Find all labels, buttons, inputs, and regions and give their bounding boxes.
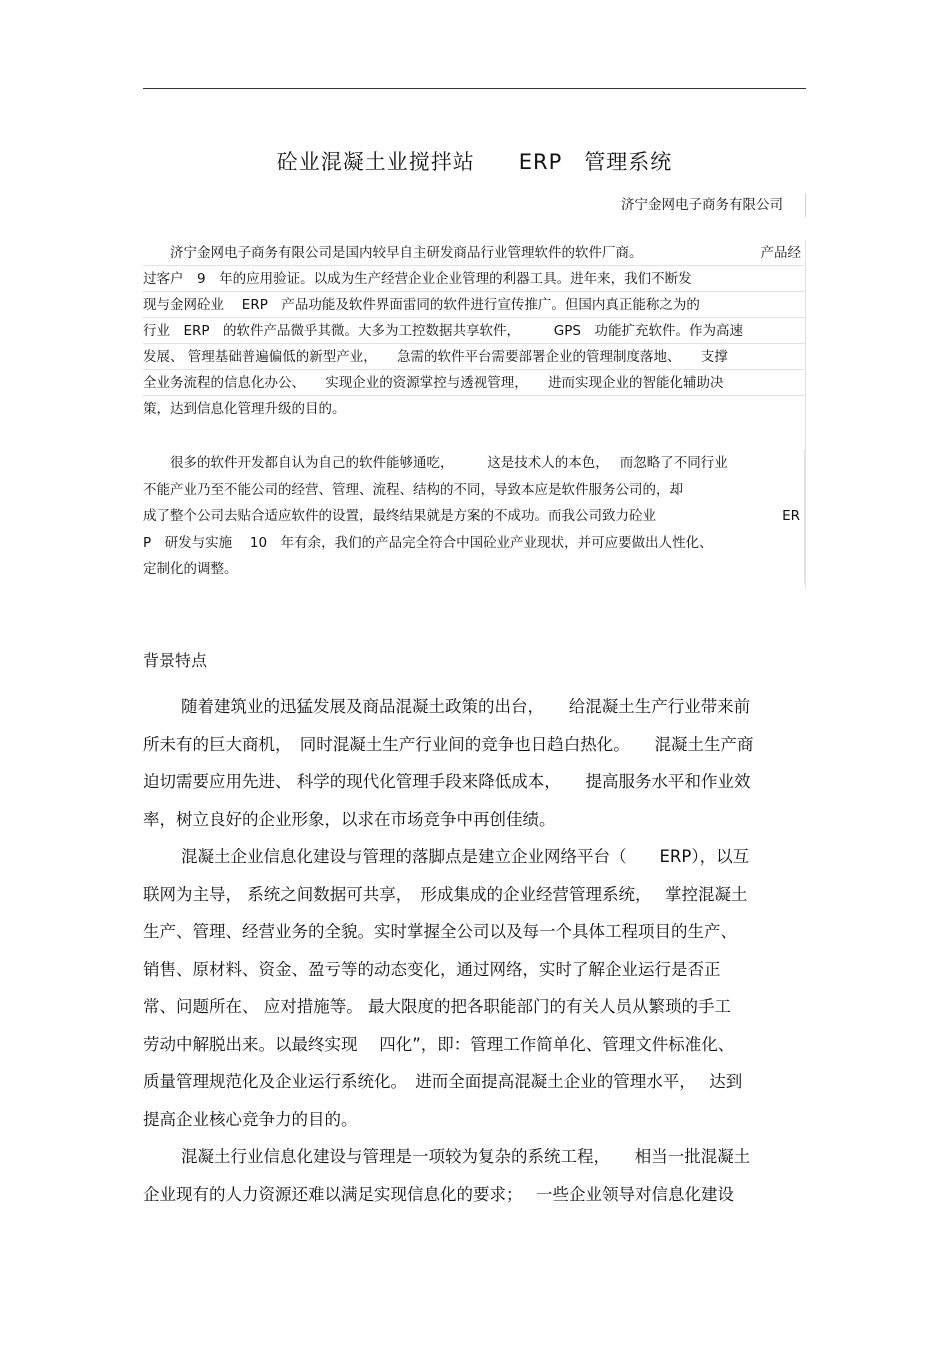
intro-line: 定制化的调整。: [143, 556, 805, 583]
body-line: 常、问题所在、 应对措施等。 最大限度的把各职能部门的有关人员从繁琐的手工: [143, 997, 731, 1016]
body-line: 提高企业核心竞争力的目的。: [143, 1109, 358, 1129]
body-line: 生产、管理、经营业务的全貌。实时掌握全公司以及每一个具体工程项目的生产、: [143, 922, 737, 941]
intro-line: 全业务流程的信息化办公、 实现企业的资源掌控与透视管理， 进而实现企业的智能化辅助决: [143, 370, 806, 396]
intro-line: 发展、 管理基础普遍偏低的新型产业， 急需的软件平台需要部署企业的管理制度落地、 支撑: [143, 344, 806, 370]
intro-line: [143, 240, 806, 266]
body-line: 率，树立良好的企业形象，以求在市场竞争中再创佳绩。: [143, 809, 556, 829]
section-body: [143, 692, 806, 1217]
intro-line: 现与金网砼业 ERP 产品功能及软件界面雷同的软件进行宣传推广。但国内真正能称之为的: [143, 292, 806, 318]
intro-line-text: 济宁金网电子商务有限公司是国内较早自主研发商品行业管理软件的软件厂商。: [143, 245, 643, 261]
intro-paragraph-2: [143, 450, 806, 583]
body-line: 销售、原材料、资金、盈亏等的动态变化，通过网络，实时了解企业运行是否正: [143, 959, 721, 979]
intro-frame-end: [143, 583, 806, 589]
body-line: 迫切需要应用先进、 科学的现代化管理手段来降低成本， 提高服务水平和作业效: [143, 772, 751, 791]
intro-line: [143, 503, 805, 530]
body-line: 所未有的巨大商机， 同时混凝土生产行业间的竞争也日趋白热化。 混凝土生产商: [143, 734, 754, 754]
body-line: 混凝土行业信息化建设与管理是一项较为复杂的系统工程， 相当一批混凝土: [181, 1147, 751, 1166]
body-line: 混凝土企业信息化建设与管理的落脚点是建立企业网络平台（ ERP），以互: [181, 847, 750, 866]
section-heading: 背景特点: [143, 651, 208, 670]
body-line: 质量管理规范化及企业运行系统化。 进而全面提高混凝土企业的管理水平， 达到: [143, 1072, 743, 1091]
intro-line-right-fragment: ER: [782, 508, 800, 524]
intro-line: 行业 ERP 的软件产品微乎其微。大多为工控数据共享软件， GPS 功能扩充软件。作为高速: [143, 318, 806, 344]
intro-line: P 研发与实施 10 年有余，我们的产品完全符合中国砼业产业现状，并可应要做出人性化、: [143, 530, 805, 557]
intro-block: [143, 240, 806, 589]
header-rule: [143, 88, 806, 89]
intro-line: 策，达到信息化管理升级的目的。: [143, 396, 806, 422]
document-title: 砼业混凝土业搅拌站 ERP 管理系统: [276, 150, 673, 174]
paragraph-gap: [143, 422, 806, 450]
intro-line: 不能产业乃至不能公司的经营、管理、流程、结构的不同，导致本应是软件服务公司的，却: [143, 477, 805, 504]
intro-line-right-fragment: 产品经: [760, 245, 801, 261]
company-name: 济宁金网电子商务有限公司: [143, 193, 806, 217]
body-line: 劳动中解脱出来。以最终实现 四化”，即：管理工作简单化、管理文件标准化、: [143, 1034, 735, 1054]
intro-line: 过客户 9 年的应用验证。以成为生产经营企业企业管理的利器工具。进年来，我们不断发: [143, 266, 806, 292]
body-line: 联网为主导， 系统之间数据可共享， 形成集成的企业经营管理系统， 掌控混凝土: [143, 884, 748, 904]
intro-line-text: 成了整个公司去贴合适应软件的设置，最终结果就是方案的不成功。而我公司致力砼业: [143, 508, 656, 524]
intro-line: 很多的软件开发都自认为自己的软件能够通吃， 这是技术人的本色， 而忽略了不同行业: [143, 450, 805, 477]
body-line: 企业现有的人力资源还难以满足实现信息化的要求； 一些企业领导对信息化建设: [143, 1184, 734, 1204]
body-line: 随着建筑业的迅猛发展及商品混凝土政策的出台， 给混凝土生产行业带来前: [181, 697, 751, 716]
